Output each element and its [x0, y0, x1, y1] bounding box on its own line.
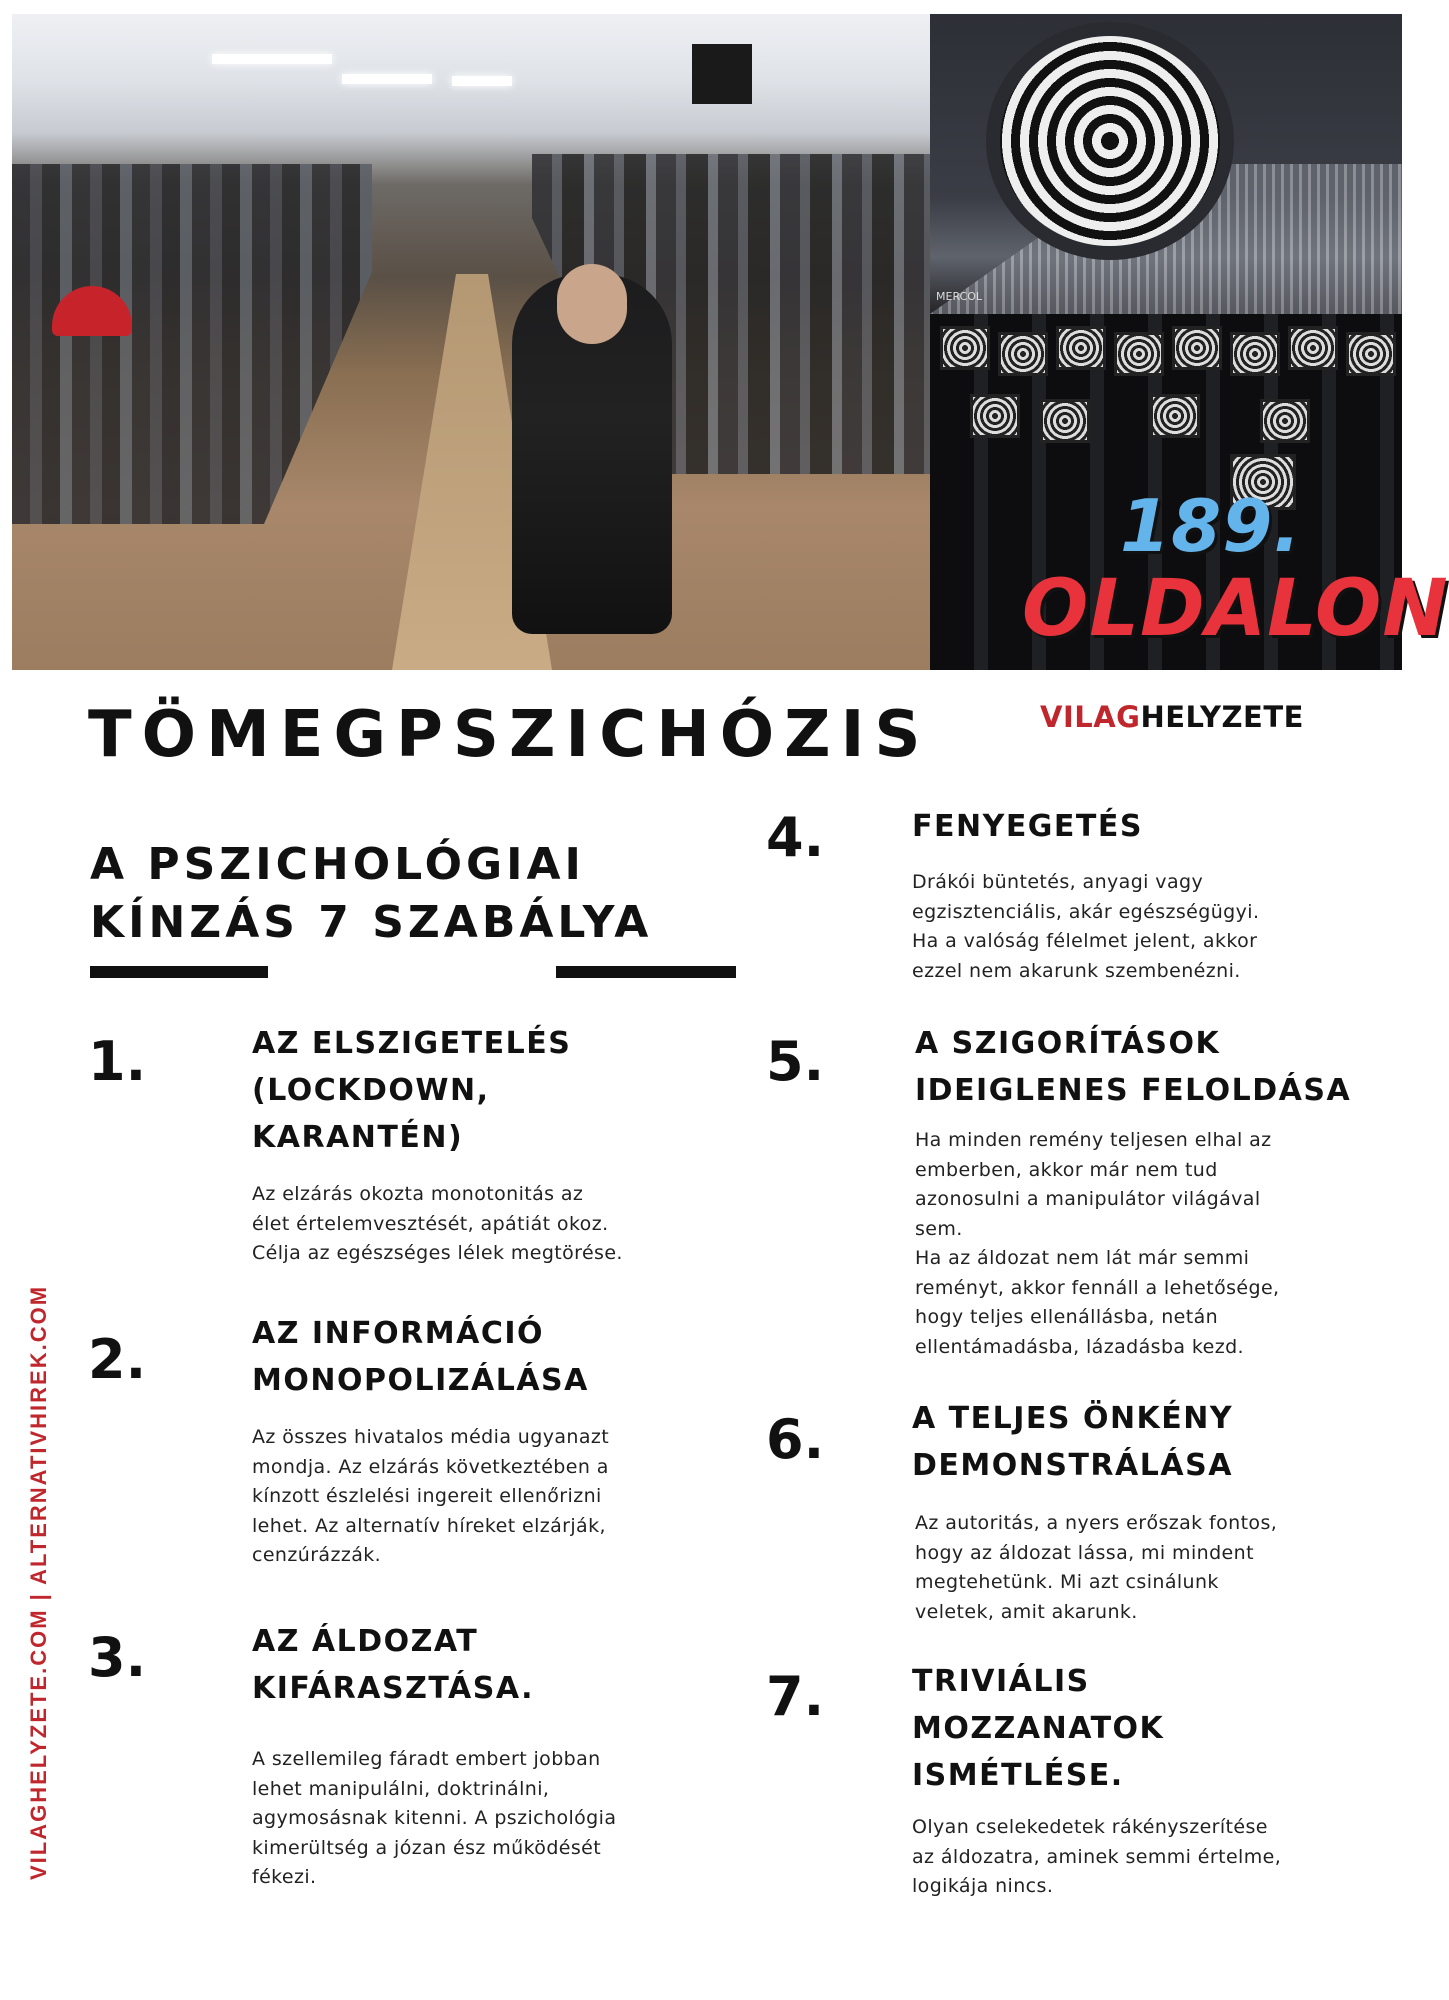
rule-number: 2. [88, 1328, 147, 1391]
brand-part-accent: VILAG [1040, 700, 1141, 734]
rule-description: Az autoritás, a nyers erőszak fontos, hogy az áldozat lássa, mi mindent megtehetünk. Mi azt csinálunk veletek, amit akarunk. [915, 1512, 1278, 1623]
image-caption: MERCOL [936, 290, 983, 303]
side-website-text: VILAGHELYZETE.COM | ALTERNATIVHIREK.COM [26, 1284, 51, 1880]
rule-number: 4. [766, 806, 825, 869]
rule-number: 6. [766, 1408, 825, 1471]
subtitle-line-2: KÍNZÁS 7 SZABÁLYA [90, 897, 653, 948]
rule-number: 7. [766, 1665, 825, 1728]
page-title: TÖMEGPSZICHÓZIS [88, 698, 931, 772]
rule-description: A szellemileg fáradt embert jobban lehet manipulálni, doktrinálni, agymosásnak kitenni. A pszichológia kimerültség a józan ész működését fékezi. [252, 1748, 617, 1888]
page-word: OLDALON [1022, 564, 1449, 654]
rule-description: Olyan cselekedetek rákényszerítése az áldozatra, aminek semmi értelme, logikája nincs. [912, 1816, 1282, 1897]
rule-description: Az elzárás okozta monotonitás az élet értelemvesztését, apátiát okoz. Célja az egészséges lélek megtörése. [252, 1183, 623, 1264]
rule-title: AZ ÁLDOZAT KIFÁRASZTÁSA. [252, 1624, 534, 1706]
hypnosis-artwork [930, 14, 1449, 670]
divider-bar-left [90, 966, 268, 978]
subtitle [90, 836, 770, 952]
rule-number: 1. [88, 1030, 147, 1093]
rule-title: A SZIGORÍTÁSOK IDEIGLENES FELOLDÁSA [915, 1026, 1352, 1108]
rule-title: AZ ELSZIGETELÉS (LOCKDOWN, KARANTÉN) [252, 1026, 572, 1155]
rule-number: 5. [766, 1030, 825, 1093]
rule-description: Drákói büntetés, anyagi vagy egzisztenciális, akár egészségügyi. Ha a valóság félelmet jelent, akkor ezzel nem akarunk szembenézni. [912, 871, 1260, 982]
brand-logo [1040, 700, 1304, 734]
page-number: 189. [1120, 484, 1302, 568]
rule-title: FENYEGETÉS [912, 809, 1143, 844]
brand-part-dark: HELYZETE [1140, 700, 1304, 734]
divider-bar-right [556, 966, 736, 978]
rule-title: AZ INFORMÁCIÓ MONOPOLIZÁLÁSA [252, 1316, 589, 1398]
rule-title: TRIVIÁLIS MOZZANATOK ISMÉTLÉSE. [912, 1664, 1165, 1793]
rule-number: 3. [88, 1626, 147, 1689]
rule-description: Az összes hivatalos média ugyanazt mondja. Az elzárás következtében a kínzott észlelési ingereit ellenőrizni lehet. Az alternatív híreket elzárják, cenzúrázzák. [252, 1426, 610, 1566]
spiral-graphic [1000, 36, 1220, 246]
crowd-photo [12, 14, 930, 670]
rule-title: A TELJES ÖNKÉNY DEMONSTRÁLÁSA [912, 1401, 1234, 1483]
rule-description: Ha minden remény teljesen elhal az emberben, akkor már nem tud azonosulni a manipulátor világával sem. Ha az áldozat nem lát már semmi reményt, akkor fennáll a lehetősége, hogy teljes ellenállásba, netán ellentámadásba, lázadásba kezd. [915, 1129, 1280, 1358]
subtitle-line-1: A PSZICHOLÓGIAI [90, 839, 585, 890]
